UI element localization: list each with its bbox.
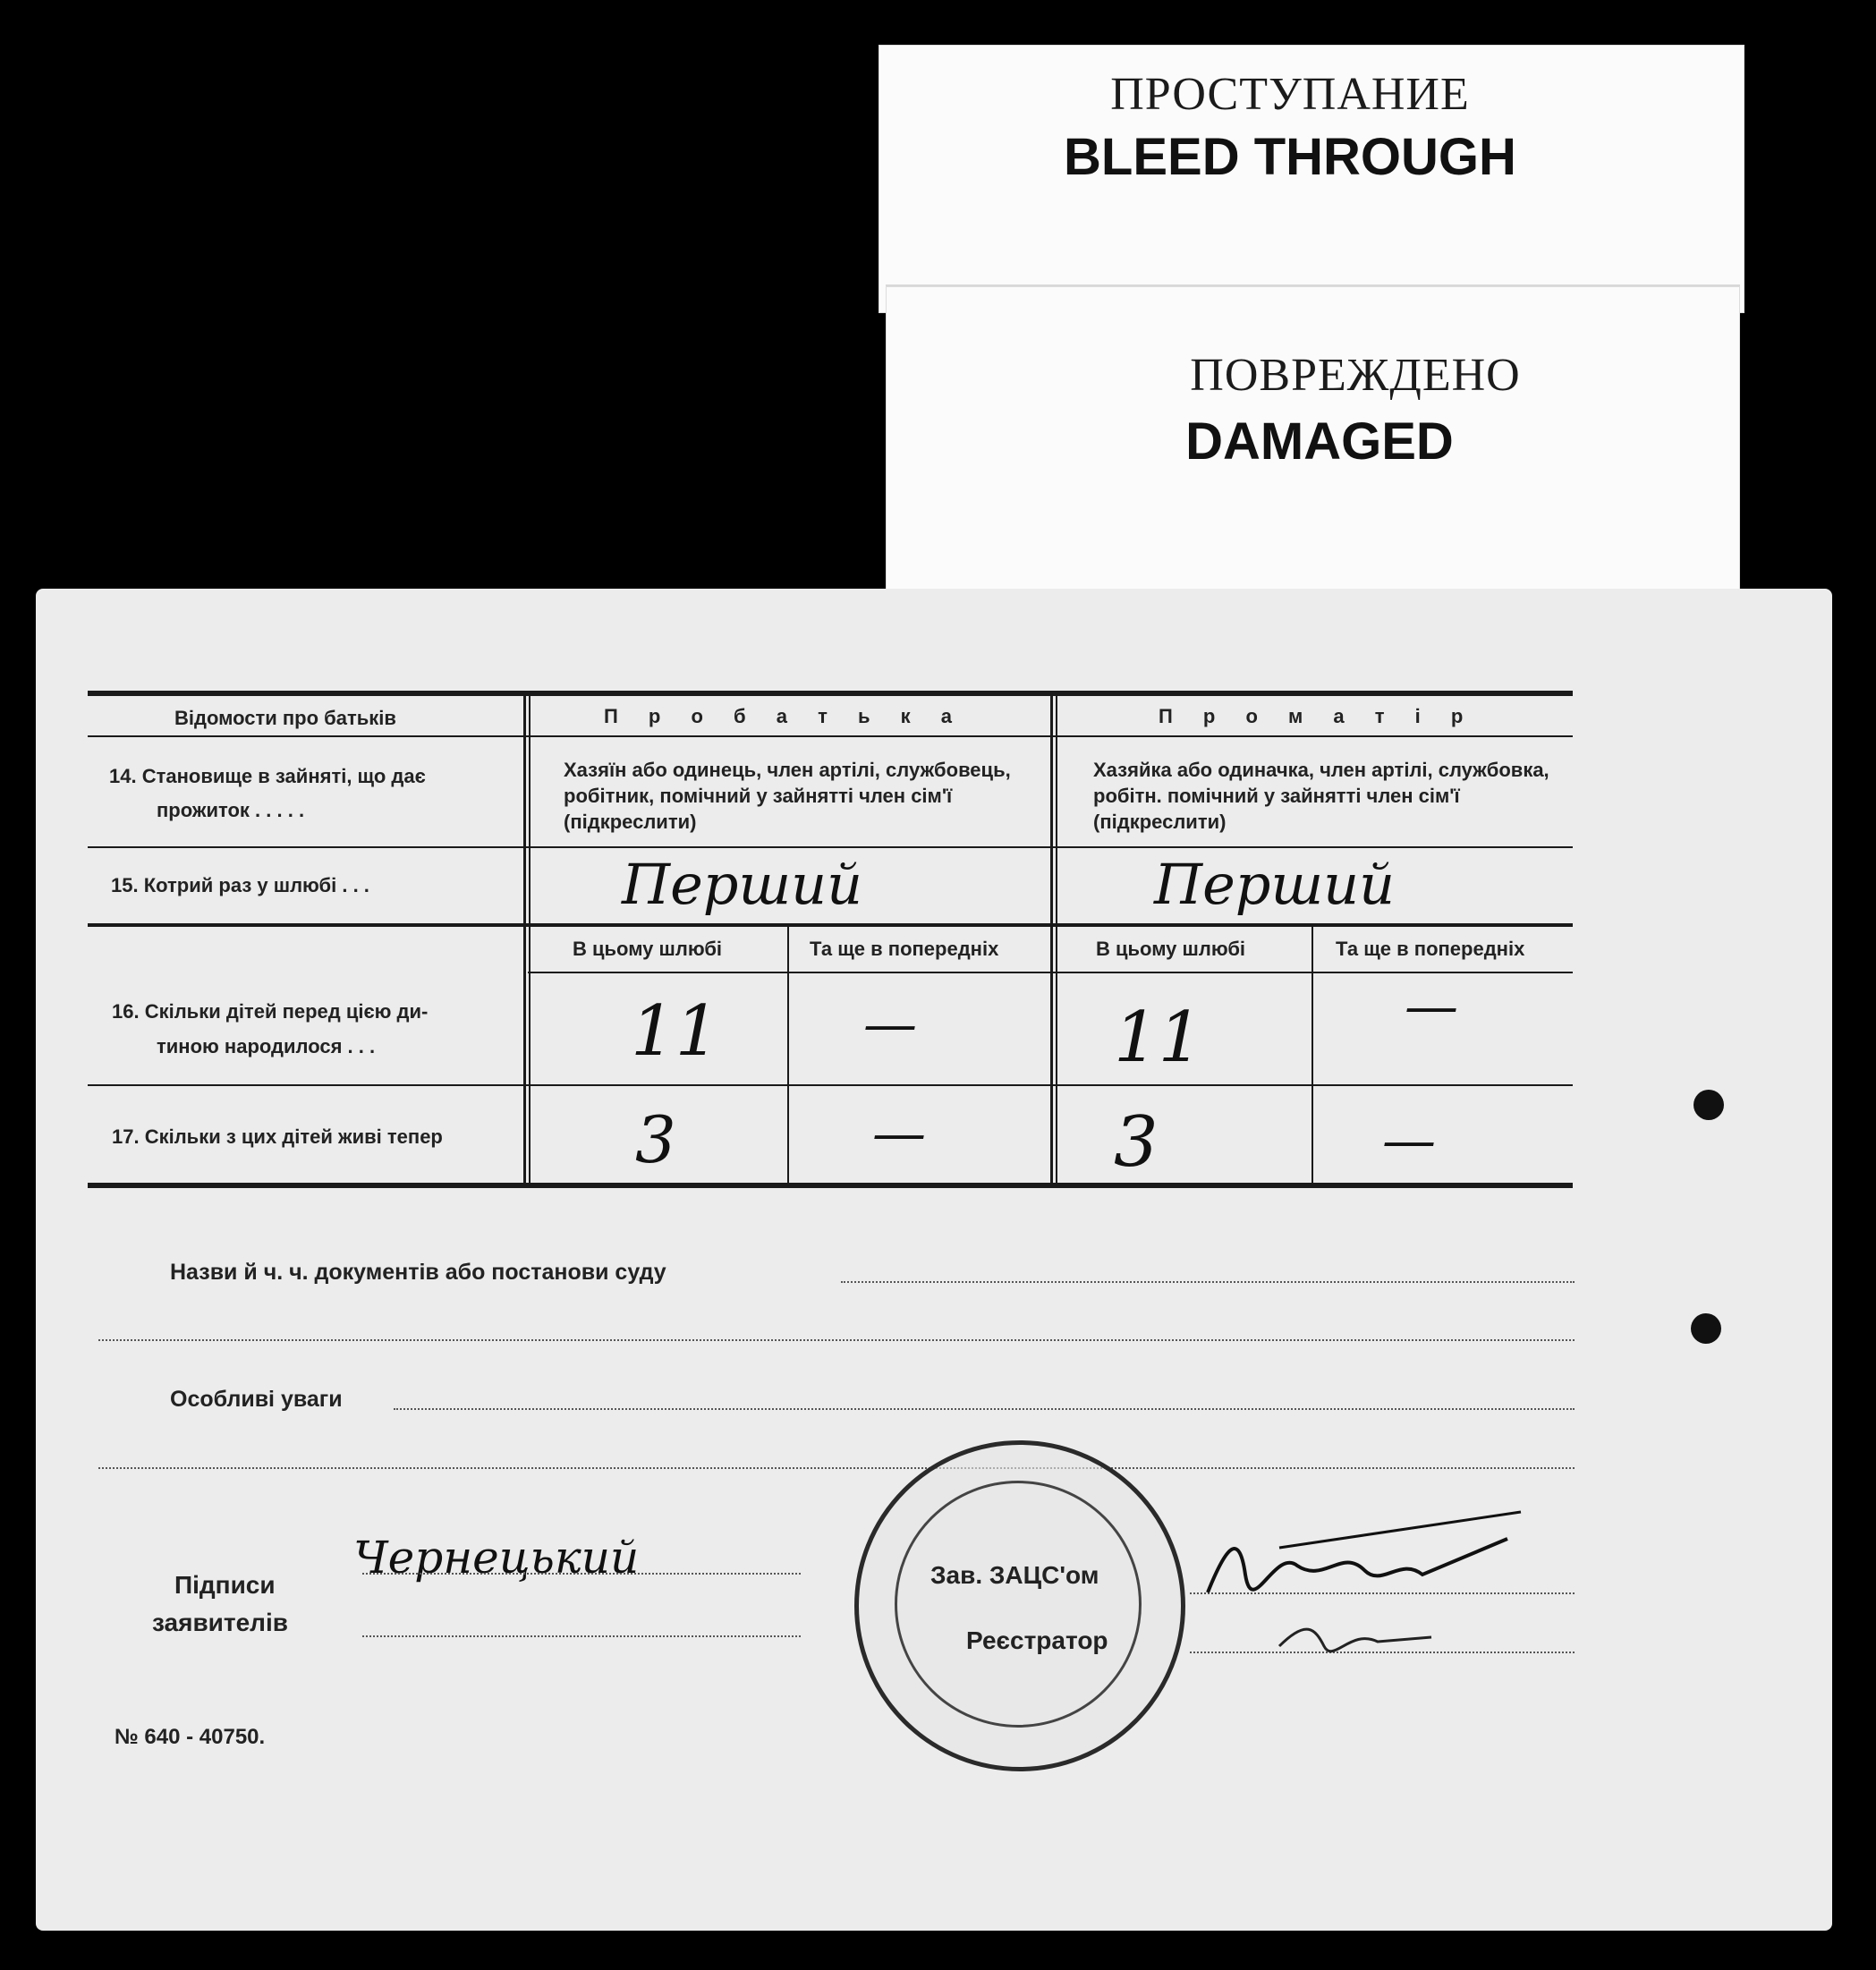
row16-father-this: 11: [631, 991, 720, 1072]
signatures-label-1: Підписи: [174, 1571, 276, 1599]
subheader-this-marriage-father: В цьому шлюбі: [573, 938, 723, 960]
damaged-ru-label: ПОВРЕЖДЕНО: [1190, 350, 1521, 401]
col-divider-1b: [529, 696, 531, 1186]
row16-mother-prev: —: [1405, 975, 1458, 1038]
notes-label: Особливі уваги: [170, 1387, 343, 1412]
signature-line-1: [362, 1573, 801, 1575]
header-mother: П р о м а т і р: [1159, 705, 1476, 727]
header-father: П р о б а т ь к а: [604, 705, 964, 727]
row17-mother-prev: —: [1382, 1109, 1436, 1172]
row16-label-line1: 16. Скільки дітей перед цією ди-: [112, 1000, 429, 1023]
header-parents-info: Відомости про батьків: [174, 707, 396, 729]
notes-line-2: [98, 1467, 1575, 1469]
col-divider-mother-sub: [1312, 927, 1313, 1186]
official-signatures: [1199, 1494, 1575, 1691]
table-bottom-rule: [88, 1183, 1573, 1188]
punch-hole: [1693, 1090, 1724, 1120]
subheader-previous-father: Та ще в попередніх: [810, 938, 999, 960]
row14-mother-options: Хазяйка або одиначка, член артілі, службовка, робітн. помічний у зайнятті член сім'ї (підкреслити): [1093, 759, 1549, 833]
notes-line-1: [394, 1408, 1575, 1410]
official-stamp: [854, 1440, 1185, 1771]
row16-father-prev: —: [863, 993, 917, 1056]
applicant-signature: Чернецький: [353, 1532, 640, 1584]
row15-mother-value: Перший: [1154, 852, 1396, 917]
documents-line-2: [98, 1339, 1575, 1341]
row16-rule: [88, 1084, 1573, 1086]
row17-father-prev: —: [872, 1102, 926, 1165]
signatures-label-2: заявителів: [152, 1609, 288, 1636]
col-divider-father-sub: [787, 927, 789, 1186]
head-of-registry-label: Зав. ЗАЦС'ом: [930, 1561, 1099, 1589]
subheader-this-marriage-mother: В цьому шлюбі: [1096, 938, 1246, 960]
stamp-inner-ring: [895, 1481, 1142, 1728]
damaged-card: [886, 284, 1740, 590]
documents-line-1: [841, 1281, 1575, 1283]
damaged-en-label: DAMAGED: [1185, 412, 1454, 471]
row17-mother-this: 3: [1114, 1102, 1159, 1183]
row15-father-value: Перший: [622, 852, 863, 917]
row14-rule: [88, 846, 1573, 848]
col-divider-2: [1050, 696, 1053, 1186]
documents-label: Назви й ч. ч. документів або постанови суду: [170, 1260, 666, 1285]
bleed-through-ru-label: ПРОСТУПАНИЕ: [1110, 69, 1470, 120]
row14-father-options: Хазяїн або одинець, член артілі, службовець, робітник, помічний у зайнятті член сім'ї (підкреслити): [564, 759, 1011, 833]
table-top-rule: [88, 691, 1573, 696]
registrar-label: Реєстратор: [966, 1626, 1108, 1654]
row15-rule: [88, 923, 1573, 927]
col-divider-2b: [1056, 696, 1057, 1186]
row14-label-line1: 14. Становище в зайняті, що дає: [109, 765, 426, 787]
col-divider-1: [523, 696, 526, 1186]
bleed-through-card: [879, 45, 1744, 313]
row17-father-this: 3: [635, 1102, 676, 1177]
row17-label: 17. Скільки з цих дітей живі тепер: [112, 1125, 443, 1148]
row16-label-line2: тиною народилося . . .: [157, 1035, 376, 1057]
row15-label: 15. Котрий раз у шлюбі . . .: [111, 874, 369, 896]
row16-mother-this: 11: [1114, 998, 1203, 1078]
punch-hole: [1691, 1313, 1721, 1344]
subheader-previous-mother: Та ще в попередніх: [1336, 938, 1525, 960]
bleed-through-en-label: BLEED THROUGH: [1064, 128, 1516, 186]
form-number: № 640 - 40750.: [115, 1725, 266, 1749]
header-rule: [88, 735, 1573, 737]
signature-line-2: [362, 1635, 801, 1637]
row14-label-line2: прожиток . . . . .: [157, 799, 305, 821]
